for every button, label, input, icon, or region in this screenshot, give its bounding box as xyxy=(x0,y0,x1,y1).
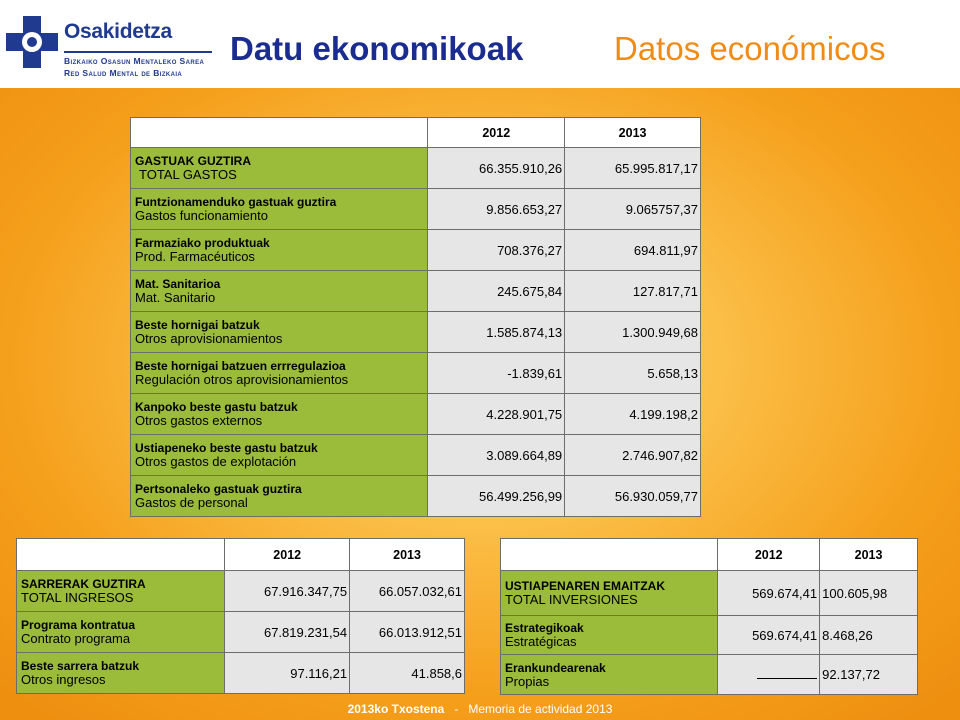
table-row xyxy=(501,571,918,616)
value-2012: 569.674,41 xyxy=(718,571,820,616)
label-es: TOTAL INVERSIONES xyxy=(505,592,638,607)
ingresos-table xyxy=(16,538,465,694)
value-2013: 66.013.912,51 xyxy=(350,612,465,653)
row-label xyxy=(501,616,718,655)
label-eu: Mat. Sanitarioa xyxy=(135,277,221,291)
value-2012: 66.355.910,26 xyxy=(428,148,565,189)
value-2013: 92.137,72 xyxy=(820,655,918,695)
table-row xyxy=(131,189,701,230)
value-2013: 9.065757,37 xyxy=(565,189,701,230)
label-es: TOTAL INGRESOS xyxy=(21,590,134,605)
row-label xyxy=(131,230,428,271)
table-row xyxy=(17,653,465,694)
header-bar xyxy=(0,0,960,88)
logo-subtitle-es: Red Salud Mental de Bizkaia xyxy=(64,68,183,78)
logo-underline xyxy=(64,51,212,53)
table-header-row xyxy=(17,539,465,571)
value-2012: -1.839,61 xyxy=(428,353,565,394)
label-es: Otros gastos externos xyxy=(135,413,263,428)
value-2013: 8.468,26 xyxy=(820,616,918,655)
label-es: Contrato programa xyxy=(21,631,131,646)
value-2012: 569.674,41 xyxy=(718,616,820,655)
value-2013: 66.057.032,61 xyxy=(350,571,465,612)
table-row xyxy=(131,476,701,517)
label-es: Regulación otros aprovisionamientos xyxy=(135,372,349,387)
table-row xyxy=(131,435,701,476)
label-es: Otros gastos de explotación xyxy=(135,454,297,469)
table-row xyxy=(131,353,701,394)
header-corner xyxy=(131,118,428,148)
value-2013: 56.930.059,77 xyxy=(565,476,701,517)
value-2013: 65.995.817,17 xyxy=(565,148,701,189)
value-2012: 97.116,21 xyxy=(225,653,350,694)
page-title-es: Datos económicos xyxy=(614,30,886,67)
label-es: Estratégicas xyxy=(505,634,577,649)
header-year-2013: 2013 xyxy=(565,118,701,148)
label-es: Gastos de personal xyxy=(135,495,248,510)
row-label xyxy=(131,476,428,517)
value-2012: 708.376,27 xyxy=(428,230,565,271)
label-eu: Beste hornigai batzuen errregulazioa xyxy=(135,359,346,373)
header-corner xyxy=(501,539,718,571)
table-header-row xyxy=(131,118,701,148)
label-eu: SARRERAK GUZTIRA xyxy=(21,577,146,591)
table-row xyxy=(131,312,701,353)
blank-line xyxy=(757,667,817,679)
value-2012: 1.585.874,13 xyxy=(428,312,565,353)
footer-report-es: Memoria de actividad 2013 xyxy=(468,702,613,716)
table-row xyxy=(17,612,465,653)
row-label xyxy=(131,435,428,476)
value-2013: 1.300.949,68 xyxy=(565,312,701,353)
row-label xyxy=(17,571,225,612)
header-corner xyxy=(17,539,225,571)
row-label xyxy=(17,653,225,694)
table-row xyxy=(501,655,918,695)
label-es: Gastos funcionamiento xyxy=(135,208,268,223)
value-2013: 694.811,97 xyxy=(565,230,701,271)
value-2013: 127.817,71 xyxy=(565,271,701,312)
footer-separator: - xyxy=(454,702,459,716)
label-eu: GASTUAK GUZTIRA xyxy=(135,154,251,168)
value-2013: 100.605,98 xyxy=(820,571,918,616)
row-label xyxy=(131,312,428,353)
table-row xyxy=(131,271,701,312)
table-header-row xyxy=(501,539,918,571)
gastos-table xyxy=(130,117,701,517)
label-es: Prod. Farmacéuticos xyxy=(135,249,255,264)
label-es: Propias xyxy=(505,673,550,689)
footer xyxy=(0,702,960,716)
label-es: Mat. Sanitario xyxy=(135,290,216,305)
row-label xyxy=(131,394,428,435)
value-2013: 5.658,13 xyxy=(565,353,701,394)
label-eu: Kanpoko beste gastu batzuk xyxy=(135,400,298,414)
table-row xyxy=(131,148,701,189)
value-2013: 2.746.907,82 xyxy=(565,435,701,476)
osakidetza-cross-icon xyxy=(6,14,58,70)
table-row xyxy=(17,571,465,612)
logo-name: Osakidetza xyxy=(64,20,172,43)
osakidetza-logo xyxy=(6,6,218,82)
table-row xyxy=(131,230,701,271)
row-label xyxy=(131,353,428,394)
label-eu: Beste sarrera batzuk xyxy=(21,659,140,673)
value-2012: 56.499.256,99 xyxy=(428,476,565,517)
value-2012: 9.856.653,27 xyxy=(428,189,565,230)
label-eu: Erankundearenak xyxy=(505,660,606,675)
header-year-2013: 2013 xyxy=(350,539,465,571)
row-label xyxy=(501,655,718,695)
header-year-2012: 2012 xyxy=(718,539,820,571)
label-eu: Programa kontratua xyxy=(21,618,136,632)
row-label xyxy=(131,189,428,230)
row-label xyxy=(131,148,428,189)
row-label xyxy=(17,612,225,653)
logo-subtitle-eu: Bizkaiko Osasun Mentaleko Sarea xyxy=(64,56,205,66)
row-label xyxy=(131,271,428,312)
value-2012: 4.228.901,75 xyxy=(428,394,565,435)
table-row xyxy=(501,616,918,655)
label-eu: Farmaziako produktuak xyxy=(135,236,270,250)
value-2012-blank xyxy=(718,655,820,695)
label-es: Otros aprovisionamientos xyxy=(135,331,283,346)
value-2012: 245.675,84 xyxy=(428,271,565,312)
label-eu: Funtzionamenduko gastuak guztira xyxy=(135,195,337,209)
label-eu: USTIAPENAREN EMAITZAK xyxy=(505,579,666,593)
row-label xyxy=(501,571,718,616)
footer-report-eu: 2013ko Txostena xyxy=(347,702,445,716)
header-year-2012: 2012 xyxy=(428,118,565,148)
value-2013: 41.858,6 xyxy=(350,653,465,694)
header-year-2013: 2013 xyxy=(820,539,918,571)
label-es: TOTAL GASTOS xyxy=(139,167,237,182)
inversiones-table xyxy=(500,538,918,695)
label-es: Otros ingresos xyxy=(21,672,106,687)
table-row xyxy=(131,394,701,435)
label-eu: Ustiapeneko beste gastu batzuk xyxy=(135,441,318,455)
value-2012: 67.916.347,75 xyxy=(225,571,350,612)
label-eu: Pertsonaleko gastuak guztira xyxy=(135,482,302,496)
value-2012: 67.819.231,54 xyxy=(225,612,350,653)
label-eu: Beste hornigai batzuk xyxy=(135,318,260,332)
value-2013: 4.199.198,2 xyxy=(565,394,701,435)
value-2012: 3.089.664,89 xyxy=(428,435,565,476)
header-year-2012: 2012 xyxy=(225,539,350,571)
label-eu: Estrategikoak xyxy=(505,621,584,635)
page-title-eu: Datu ekonomikoak xyxy=(230,30,524,67)
